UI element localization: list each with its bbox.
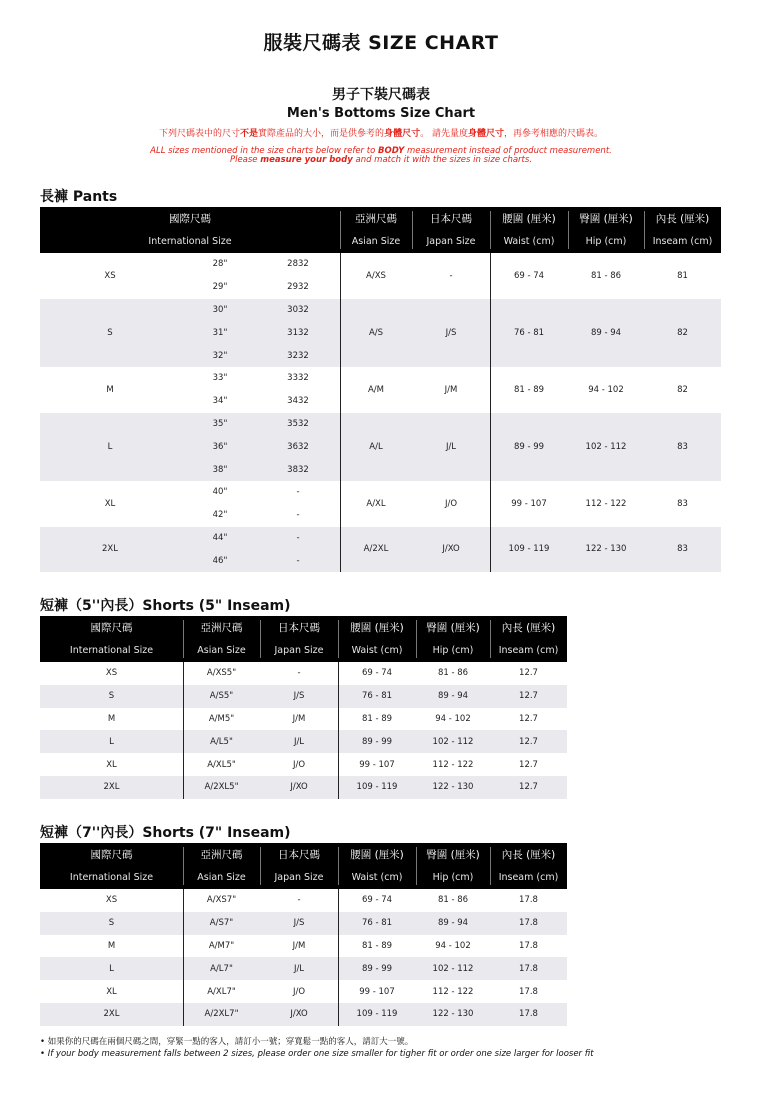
header-zh-5: 內長 (厘米) [501,848,556,861]
hip-cm: 102 - 112 [585,441,627,452]
waist-cm: 99 - 107 [359,986,395,997]
header-en-0: International Size [148,235,232,247]
asian-size: A/XL5" [207,759,236,770]
note-zh [0,129,762,139]
note-text: and match it with the sizes in size charts. [352,155,533,165]
column-divider [338,889,339,1026]
header-divider [338,620,339,658]
intl-size: M [107,713,116,724]
japan-size: J/L [293,963,305,974]
hip-cm: 81 - 86 [437,668,469,679]
intl-size: 2XL [103,1009,120,1020]
japan-size: - [297,895,301,906]
waist-cm: 69 - 74 [361,895,393,906]
note-text: ，再參考相應的尺碼表。 [503,129,603,139]
hip-cm: 94 - 102 [588,384,624,395]
hip-cm: 89 - 94 [437,691,469,702]
intl-size: XS [105,668,118,679]
hip-cm: 89 - 94 [437,918,469,929]
hip-cm: 81 - 86 [437,895,469,906]
note-text: 。 請先量度 [420,129,468,139]
waist-cm: 89 - 99 [513,441,545,452]
asian-size: A/S7" [209,918,234,929]
header-divider [260,620,261,658]
intl-size: L [109,736,114,747]
japan-size: J/XO [290,782,308,793]
table-header [40,616,567,662]
hip-cm: 94 - 102 [435,940,471,951]
intl-size: XL [106,986,117,997]
note-emphasis: measure your body [260,155,353,165]
inseam-cm: 12.7 [519,668,538,679]
header-en-1: Asian Size [351,235,401,247]
waist-cm: 69 - 74 [513,270,545,281]
intl-size: XS [105,895,118,906]
note-en-line2 [0,155,762,165]
header-zh-2: 日本尺碼 [278,848,320,861]
inseam-cm: 12.7 [519,782,538,793]
waist-cm: 89 - 99 [361,963,393,974]
japan-size: J/L [293,736,305,747]
header-zh-3: 腰圍 (厘米) [502,212,556,225]
header-divider [183,847,184,885]
chart-subtitle-en: Men's Bottoms Size Chart [286,106,476,121]
table-row [40,367,721,413]
pants-size-table [40,207,721,571]
header-en-5: Inseam (cm) [498,644,559,656]
note-emphasis: 身體尺寸 [384,129,421,139]
asian-size: A/M5" [208,713,235,724]
hip-cm: 89 - 94 [590,327,622,338]
waist-cm: 109 - 119 [356,782,398,793]
chart-subtitle-zh: 男子下裝尺碼表 [332,87,430,103]
waist-cm: 81 - 89 [361,940,393,951]
note-text: measurement instead of product measurement. [404,146,612,156]
size-code: - [296,555,300,566]
table-body [40,253,721,571]
intl-size: 2XL [102,544,118,555]
header-divider [490,620,491,658]
inseam-cm: 17.8 [519,940,538,951]
note-text: Please [229,155,261,165]
header-zh-2: 日本尺碼 [278,621,320,634]
header-zh-3: 腰圍 (厘米) [350,621,404,634]
intl-size: XL [106,759,117,770]
header-zh-4: 臀圍 (厘米) [426,621,480,634]
asian-size: A/S5" [209,691,234,702]
header-zh-0: 國際尺碼 [169,212,211,225]
header-divider [416,620,417,658]
waist-cm: 99 - 107 [511,498,547,509]
header-en-3: Waist (cm) [503,235,555,247]
inseam-cm: 17.8 [519,963,538,974]
inseam-cm: 12.7 [519,713,538,724]
waist-cm: 76 - 81 [361,691,393,702]
japan-size: J/M [292,713,306,724]
asian-size: A/2XL7" [204,1009,239,1020]
size-code: - [296,510,300,521]
japan-size: - [449,270,453,281]
header-en-0: International Size [69,871,154,883]
inseam-cm: 17.8 [519,895,538,906]
note-text: 實際產品的大小，而是供參考的 [258,129,385,139]
intl-size: S [108,918,115,929]
pants-heading: 長褲 Pants [40,189,118,205]
table-row [40,413,721,481]
header-divider [416,847,417,885]
header-en-1: Asian Size [197,871,246,883]
size-code: 3832 [287,464,309,475]
header-en-4: Hip (cm) [585,235,627,247]
japan-size: J/XO [442,544,460,555]
table-row [40,662,567,685]
inseam-cm: 83 [677,498,688,509]
size-code: - [296,532,300,543]
note-text: 下列尺碼表中的尺寸 [159,129,241,139]
footnote-en: • If your body measurement falls between 2 sizes, please order one size smaller for tigher fit or order one size larger for looser fit [40,1049,594,1059]
header-zh-1: 亞洲尺碼 [355,212,397,225]
inseam-cm: 12.7 [519,759,538,770]
shorts5-size-table [40,616,567,799]
japan-size: J/O [444,498,458,509]
hip-cm: 122 - 130 [585,544,627,555]
intl-size: 2XL [103,782,120,793]
japan-size: J/O [292,986,306,997]
inseam-cm: 83 [677,441,688,452]
inseam-cm: 82 [677,327,688,338]
table-row [40,1003,567,1026]
column-divider [183,889,184,1026]
asian-size: A/M7" [208,940,235,951]
hip-cm: 112 - 122 [585,498,627,509]
header-en-2: Japan Size [274,644,324,656]
asian-size: A/XS5" [206,668,237,679]
japan-size: J/M [444,384,458,395]
table-body [40,889,567,1026]
table-body [40,662,567,799]
table-row [40,776,567,799]
waist-inch: 34" [212,396,228,407]
header-en-2: Japan Size [274,871,324,883]
header-divider [568,211,569,249]
table-row [40,481,721,527]
waist-inch: 28" [212,259,228,270]
japan-size: - [297,668,301,679]
header-divider [338,847,339,885]
hip-cm: 112 - 122 [432,759,474,770]
header-en-0: International Size [69,644,154,656]
waist-cm: 109 - 119 [508,544,550,555]
header-en-5: Inseam (cm) [652,235,713,247]
waist-inch: 44" [212,532,228,543]
intl-size: L [109,963,114,974]
asian-size: A/2XL5" [204,782,239,793]
header-en-2: Japan Size [426,235,476,247]
header-divider [490,847,491,885]
inseam-cm: 12.7 [519,736,538,747]
japan-size: J/M [292,940,306,951]
inseam-cm: 81 [677,270,688,281]
asian-size: A/L5" [210,736,233,747]
hip-cm: 94 - 102 [435,713,471,724]
column-divider [490,253,491,572]
hip-cm: 122 - 130 [432,1009,474,1020]
waist-cm: 81 - 89 [361,713,393,724]
intl-size: S [108,691,115,702]
size-code: 3032 [287,304,309,315]
inseam-cm: 17.8 [519,986,538,997]
asian-size: A/XL [366,498,386,509]
waist-cm: 76 - 81 [361,918,393,929]
header-zh-4: 臀圍 (厘米) [579,212,633,225]
table-row [40,730,567,753]
japan-size: J/L [445,441,457,452]
table-row [40,912,567,935]
waist-inch: 40" [212,487,228,498]
japan-size: J/S [293,918,305,929]
note-emphasis: 不是 [240,129,259,139]
shorts7-heading: 短褲（7''內長）Shorts (7" Inseam) [40,825,291,841]
japan-size: J/XO [290,1009,308,1020]
table-row [40,299,721,367]
inseam-cm: 12.7 [519,691,538,702]
inseam-cm: 17.8 [519,1009,538,1020]
inseam-cm: 82 [677,384,688,395]
table-row [40,685,567,708]
size-code: 2832 [287,259,309,270]
hip-cm: 81 - 86 [590,270,622,281]
table-row [40,253,721,299]
size-code: - [296,487,300,498]
header-zh-1: 亞洲尺碼 [200,848,243,861]
asian-size: A/XL7" [207,986,236,997]
header-en-1: Asian Size [197,644,246,656]
header-divider [644,211,645,249]
asian-size: A/XS7" [206,895,237,906]
table-row [40,753,567,776]
waist-cm: 89 - 99 [361,736,393,747]
waist-cm: 81 - 89 [513,384,545,395]
table-row [40,957,567,980]
intl-size: S [107,327,113,338]
header-zh-2: 日本尺碼 [430,212,472,225]
header-en-4: Hip (cm) [432,871,474,883]
header-zh-5: 內長 (厘米) [501,621,556,634]
column-divider [183,662,184,799]
header-zh-0: 國際尺碼 [90,621,133,634]
size-code: 3532 [287,418,309,429]
inseam-cm: 83 [677,544,688,555]
intl-size: M [106,384,114,395]
table-row [40,889,567,912]
shorts5-heading: 短褲（5''內長）Shorts (5" Inseam) [40,598,291,614]
hip-cm: 102 - 112 [432,736,474,747]
asian-size: A/L7" [210,963,233,974]
table-header [40,207,721,253]
asian-size: A/2XL [363,544,389,555]
header-divider [340,211,341,249]
note-text: ALL sizes mentioned in the size charts below refer to [150,146,378,156]
asian-size: A/M [367,384,384,395]
intl-size: XS [104,270,116,281]
table-header [40,843,567,889]
column-divider [340,253,341,572]
header-divider [260,847,261,885]
waist-inch: 46" [212,555,228,566]
hip-cm: 112 - 122 [432,986,474,997]
note-emphasis: 身體尺寸 [467,129,504,139]
intl-size: XL [104,498,116,509]
waist-inch: 33" [212,373,228,384]
japan-size: J/O [292,759,306,770]
size-code: 3332 [287,373,309,384]
size-code: 3132 [287,327,309,338]
japan-size: J/S [293,691,305,702]
asian-size: A/S [368,327,384,338]
table-row [40,935,567,958]
waist-inch: 30" [212,304,228,315]
table-row [40,708,567,731]
intl-size: L [107,441,113,452]
shorts7-size-table [40,843,567,1026]
size-code: 3232 [287,350,309,361]
waist-inch: 36" [212,441,228,452]
header-en-4: Hip (cm) [432,644,474,656]
waist-cm: 109 - 119 [356,1009,398,1020]
size-code: 3432 [287,396,309,407]
waist-inch: 32" [212,350,228,361]
header-zh-3: 腰圍 (厘米) [350,848,404,861]
waist-inch: 29" [212,282,228,293]
column-divider [338,662,339,799]
hip-cm: 102 - 112 [432,963,474,974]
header-divider [490,211,491,249]
page-title: 服裝尺碼表 SIZE CHART [263,32,499,54]
waist-inch: 35" [212,418,228,429]
header-divider [183,620,184,658]
header-en-3: Waist (cm) [351,644,403,656]
header-zh-5: 內長 (厘米) [655,212,710,225]
size-code: 2932 [287,282,309,293]
asian-size: A/XS [366,270,386,281]
header-zh-4: 臀圍 (厘米) [426,848,480,861]
size-code: 3632 [287,441,309,452]
waist-cm: 69 - 74 [361,668,393,679]
note-emphasis: BODY [377,146,405,156]
japan-size: J/S [445,327,457,338]
waist-inch: 42" [212,510,228,521]
table-row [40,527,721,573]
waist-inch: 31" [212,327,228,338]
waist-cm: 76 - 81 [513,327,545,338]
footnote-zh: • 如果你的尺碼在兩個尺碼之間，穿緊一點的客人，請訂小一號；穿寬鬆一點的客人，請訂大一號。 [40,1037,414,1047]
header-zh-1: 亞洲尺碼 [200,621,243,634]
intl-size: M [107,940,116,951]
hip-cm: 122 - 130 [432,782,474,793]
table-row [40,980,567,1003]
inseam-cm: 17.8 [519,918,538,929]
asian-size: A/L [369,441,383,452]
waist-cm: 99 - 107 [359,759,395,770]
waist-inch: 38" [212,464,228,475]
header-divider [412,211,413,249]
header-zh-0: 國際尺碼 [90,848,133,861]
header-en-3: Waist (cm) [351,871,403,883]
header-en-5: Inseam (cm) [498,871,559,883]
